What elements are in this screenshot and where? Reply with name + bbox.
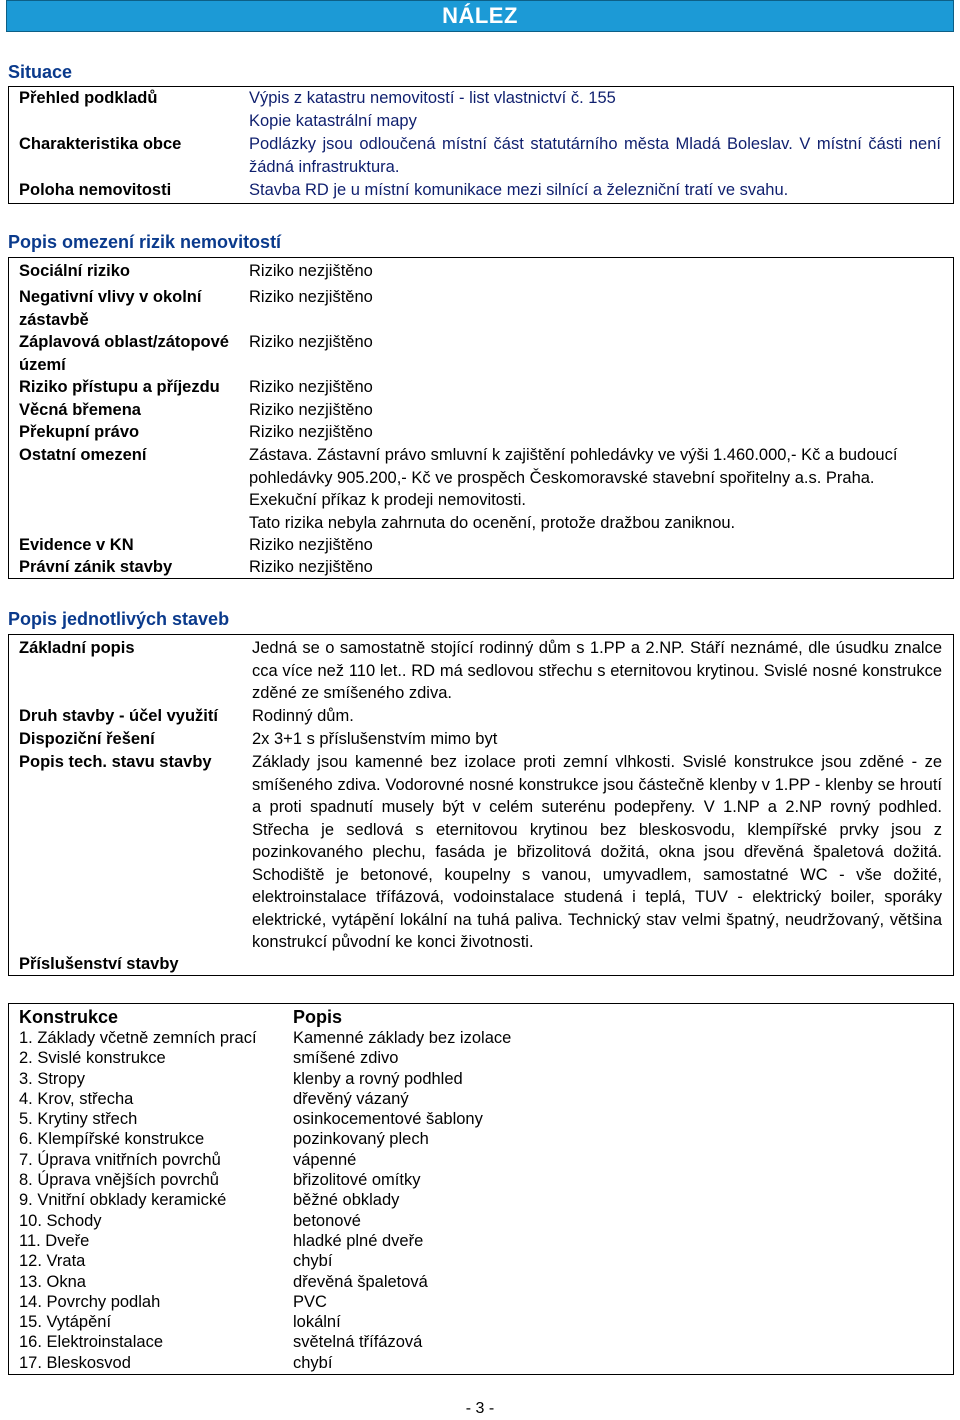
omezeni-label: Evidence v KN xyxy=(19,536,134,554)
konstrukce-popis: chybí xyxy=(293,1252,333,1271)
omezeni-value: Riziko nezjištěno xyxy=(249,262,373,280)
konstrukce-popis: betonové xyxy=(293,1211,361,1230)
konstrukce-popis: běžné obklady xyxy=(293,1191,400,1210)
page-banner xyxy=(6,0,954,32)
staveb-value: 2x 3+1 s příslušenstvím mimo byt xyxy=(252,730,498,748)
konstrukce-popis: dřevěný vázaný xyxy=(293,1089,409,1108)
staveb-value: Rodinný dům. xyxy=(252,707,354,725)
omezeni-value: Riziko nezjištěno xyxy=(249,536,373,554)
konstrukce-column xyxy=(19,1006,289,1373)
omezeni-label: Negativní vlivy v okolní zástavbě xyxy=(19,288,202,329)
omezeni-label: Riziko přístupu a příjezdu xyxy=(19,378,220,396)
konstrukce-popis: pozinkovaný plech xyxy=(293,1130,429,1149)
omezeni-label: Sociální riziko xyxy=(19,262,130,280)
konstrukce-popis: PVC xyxy=(293,1292,327,1311)
omezeni-box xyxy=(8,257,954,579)
omezeni-label: Právní zánik stavby xyxy=(19,558,173,576)
konstrukce-popis: smíšené zdivo xyxy=(293,1049,399,1068)
section-title-staveb: Popis jednotlivých staveb xyxy=(8,609,230,629)
konstrukce-item: 1. Základy včetně zemních prací xyxy=(19,1029,257,1047)
situace-label: Charakteristika obce xyxy=(19,135,182,153)
situace-value xyxy=(249,87,939,132)
konstrukce-popis: klenby a rovný podhled xyxy=(293,1069,463,1088)
konstrukce-item: 9. Vnitřní obklady keramické xyxy=(19,1191,227,1210)
konstrukce-box xyxy=(8,1003,954,1375)
situace-box xyxy=(8,86,954,204)
konstrukce-item: 4. Krov, střecha xyxy=(19,1089,134,1108)
situace-value: Stavba RD je u místní komunikace mezi silnící a železniční tratí ve svahu. xyxy=(249,181,789,199)
omezeni-value: Riziko nezjištěno xyxy=(249,288,373,306)
situace-value-line: Kopie katastrální mapy xyxy=(249,111,417,130)
situace-value: Podlázky jsou odloučená místní část statutárního města Mladá Boleslav. V místní části není žádná infrastruktura. xyxy=(249,135,941,176)
staveb-label: Základní popis xyxy=(19,639,135,657)
situace-label: Poloha nemovitosti xyxy=(19,181,172,199)
konstrukce-item: 10. Schody xyxy=(19,1211,102,1230)
omezeni-value xyxy=(249,444,919,534)
konstrukce-popis: vápenné xyxy=(293,1150,357,1169)
page-number: - 3 - xyxy=(465,1400,495,1417)
popis-header: Popis xyxy=(293,1007,343,1027)
omezeni-value-text: Zástava. Zástavní právo smluvní k zajištění pohledávky ve výši 1.460.000,- Kč a budoucí pohledávky 905.200,- Kč ve prospěch Českomoravské stavební spořitelny a.s. Praha. xyxy=(249,446,898,487)
konstrukce-item: 11. Dveře xyxy=(19,1231,90,1250)
section-title-omezeni: Popis omezení rizik nemovitostí xyxy=(8,232,282,252)
konstrukce-popis: osinkocementové šablony xyxy=(293,1110,483,1129)
omezeni-value-text: Exekuční příkaz k prodeji nemovitosti. xyxy=(249,491,526,509)
konstrukce-item: 5. Krytiny střech xyxy=(19,1110,138,1129)
omezeni-label: Ostatní omezení xyxy=(19,446,147,464)
omezeni-value: Riziko nezjištěno xyxy=(249,333,373,351)
staveb-box xyxy=(8,634,954,976)
situace-value-line: Výpis z katastru nemovitostí - list vlastnictví č. 155 xyxy=(249,89,616,107)
konstrukce-item: 6. Klempířské konstrukce xyxy=(19,1130,205,1149)
konstrukce-item: 15. Vytápění xyxy=(19,1313,112,1332)
omezeni-label: Překupní právo xyxy=(19,423,140,441)
konstrukce-item: 16. Elektroinstalace xyxy=(19,1333,163,1352)
staveb-label: Příslušenství stavby xyxy=(19,955,179,973)
konstrukce-item: 3. Stropy xyxy=(19,1069,86,1088)
konstrukce-popis: Kamenné základy bez izolace xyxy=(293,1029,512,1047)
konstrukce-item: 13. Okna xyxy=(19,1272,86,1291)
staveb-label: Dispoziční řešení xyxy=(19,730,155,748)
staveb-value: Základy jsou kamenné bez izolace proti zemní vlhkosti. Svislé konstrukce jsou zděné - ze smíšeného zdiva. Vodorovné nosné konstrukce jsou částečně klenby v 1.PP - klenby se hroutí a proti spadnutí musely být v celém suterénu podepřeny. V 1.NP a 2.NP rovný podhled. Střecha je sedlová s eternitovou krytinou bez bleskosvodu, klempířské prvky jsou z pozinkovaného plechu, fasáda je břizolitová dožitá, okna jsou dřevěná špaletová dožitá. Schodiště je betonové, koupelny s vanou, umyvadlem, samostatné WC - vše dožité, elektroinstalace třífázová, vodoinstalace studená i teplá, TUV - elektrický boiler, sporáky elektrické, vytápění lokální na tuhá paliva. Technický stav velmi špatný, neudržovaný, většina konstrukcí původní ke konci životnosti. xyxy=(252,753,942,951)
section-title-situace: Situace xyxy=(8,62,73,82)
popis-column xyxy=(293,1006,793,1373)
konstrukce-item: 17. Bleskosvod xyxy=(19,1353,131,1372)
konstrukce-popis: lokální xyxy=(293,1313,341,1332)
konstrukce-header: Konstrukce xyxy=(19,1007,119,1027)
situace-label: Přehled podkladů xyxy=(19,89,158,107)
omezeni-label: Věcná břemena xyxy=(19,401,141,419)
staveb-label: Druh stavby - účel využití xyxy=(19,707,218,725)
omezeni-value-text: Tato rizika nebyla zahrnuta do ocenění, protože dražbou zaniknou. xyxy=(249,513,736,532)
omezeni-value: Riziko nezjištěno xyxy=(249,401,373,419)
omezeni-value: Riziko nezjištěno xyxy=(249,378,373,396)
omezeni-label: Záplavová oblast/zátopové území xyxy=(19,333,229,374)
staveb-value: Jedná se o samostatně stojící rodinný dům s 1.PP a 2.NP. Stáří neznámé, dle úsudku znalce cca více než 110 let.. RD má sedlovou střechu s eternitovou krytinou. Svislé nosné konstrukce zděné ze smíšeného zdiva. xyxy=(252,639,942,702)
konstrukce-popis: hladké plné dveře xyxy=(293,1231,424,1250)
konstrukce-item: 8. Úprava vnějších povrchů xyxy=(19,1171,219,1190)
konstrukce-popis: světelná třífázová xyxy=(293,1333,423,1352)
staveb-label: Popis tech. stavu stavby xyxy=(19,753,212,771)
omezeni-value: Riziko nezjištěno xyxy=(249,558,373,576)
konstrukce-popis: břizolitové omítky xyxy=(293,1171,421,1190)
banner-title: NÁLEZ xyxy=(442,3,518,28)
konstrukce-item: 12. Vrata xyxy=(19,1252,86,1271)
konstrukce-popis: dřevěná špaletová xyxy=(293,1272,428,1291)
konstrukce-item: 2. Svislé konstrukce xyxy=(19,1049,166,1068)
konstrukce-item: 14. Povrchy podlah xyxy=(19,1292,161,1311)
konstrukce-item: 7. Úprava vnitřních povrchů xyxy=(19,1150,221,1169)
konstrukce-popis: chybí xyxy=(293,1353,333,1372)
omezeni-value: Riziko nezjištěno xyxy=(249,423,373,441)
